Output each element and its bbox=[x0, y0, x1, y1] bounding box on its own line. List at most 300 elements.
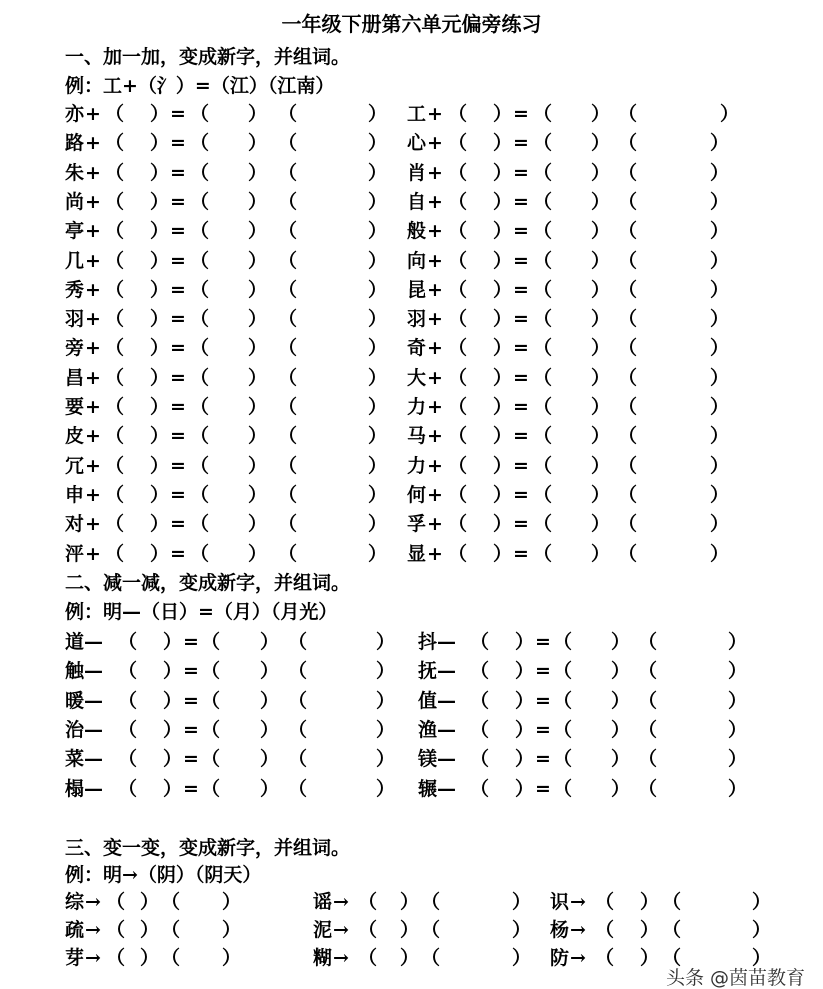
add-right-char: 力 bbox=[407, 454, 427, 477]
section1-heading: 一、加一加，变成新字，并组词。 bbox=[65, 46, 351, 68]
new-char-open-bracket[interactable]: （ bbox=[358, 891, 378, 913]
word-open-bracket[interactable]: （ bbox=[288, 777, 308, 800]
word-open-bracket[interactable]: （ bbox=[618, 542, 638, 565]
equals-sign: = bbox=[513, 396, 529, 418]
word-open-bracket[interactable]: （ bbox=[421, 947, 441, 969]
add-right-char: 工 bbox=[407, 103, 427, 125]
arrow-icon: → bbox=[570, 891, 586, 913]
blank-open-bracket[interactable]: （ bbox=[448, 190, 468, 213]
new-char-close-bracket: ） bbox=[260, 631, 280, 653]
add-right-char: 心 bbox=[407, 132, 427, 155]
blank-open-bracket[interactable]: （ bbox=[105, 190, 125, 213]
new-char-open-bracket[interactable]: （ bbox=[190, 483, 210, 506]
new-char-close-bracket: ） bbox=[591, 366, 611, 389]
add-right-char: 向 bbox=[407, 249, 427, 272]
blank-close-bracket: ） bbox=[493, 249, 513, 272]
add-right-char: 昆 bbox=[407, 278, 427, 301]
blank-open-bracket[interactable]: （ bbox=[470, 777, 490, 800]
new-char-open-bracket[interactable]: （ bbox=[358, 919, 378, 941]
blank-open-bracket[interactable]: （ bbox=[105, 132, 125, 155]
new-char-open-bracket[interactable]: （ bbox=[533, 337, 553, 360]
blank-open-bracket[interactable]: （ bbox=[448, 483, 468, 506]
new-char-open-bracket[interactable]: （ bbox=[533, 249, 553, 272]
equals-sign: = bbox=[513, 483, 529, 506]
word-close-bracket: ） bbox=[368, 103, 388, 125]
new-char-close-bracket: ） bbox=[248, 425, 268, 448]
new-char-open-bracket[interactable]: （ bbox=[533, 483, 553, 506]
watermark: 头条 @茵苗教育 bbox=[665, 967, 805, 989]
blank-open-bracket[interactable]: （ bbox=[105, 249, 125, 272]
new-char-open-bracket[interactable]: （ bbox=[201, 718, 221, 741]
word-close-bracket: ） bbox=[376, 777, 396, 800]
word-open-bracket[interactable]: （ bbox=[278, 132, 298, 155]
new-char-open-bracket[interactable]: （ bbox=[190, 249, 210, 272]
new-char-open-bracket[interactable]: （ bbox=[553, 748, 573, 771]
blank-open-bracket[interactable]: （ bbox=[105, 161, 125, 184]
blank-open-bracket[interactable]: （ bbox=[448, 366, 468, 389]
new-char-close-bracket: ） bbox=[591, 278, 611, 301]
equals-sign: = bbox=[183, 689, 199, 712]
blank-open-bracket[interactable]: （ bbox=[448, 103, 468, 125]
add-right-operator: + bbox=[427, 190, 443, 213]
new-char-open-bracket[interactable]: （ bbox=[595, 891, 615, 913]
blank-open-bracket[interactable]: （ bbox=[448, 396, 468, 418]
equals-sign: = bbox=[513, 454, 529, 477]
blank-open-bracket[interactable]: （ bbox=[118, 777, 138, 800]
new-char-close-bracket: ） bbox=[248, 542, 268, 565]
new-char-close-bracket: ） bbox=[611, 777, 631, 800]
blank-open-bracket[interactable]: （ bbox=[105, 483, 125, 506]
word-close-bracket: ） bbox=[710, 132, 730, 155]
equals-sign: = bbox=[513, 366, 529, 389]
blank-open-bracket[interactable]: （ bbox=[105, 396, 125, 418]
blank-open-bracket[interactable]: （ bbox=[105, 337, 125, 360]
blank-close-bracket: ） bbox=[150, 366, 170, 389]
add-right-operator: + bbox=[427, 454, 443, 477]
new-char-close-bracket: ） bbox=[248, 337, 268, 360]
word-open-bracket[interactable]: （ bbox=[618, 103, 638, 125]
blank-close-bracket: ） bbox=[493, 220, 513, 243]
word-open-bracket[interactable]: （ bbox=[278, 308, 298, 331]
word-open-bracket[interactable]: （ bbox=[638, 631, 658, 653]
blank-open-bracket[interactable]: （ bbox=[448, 308, 468, 331]
new-char-open-bracket[interactable]: （ bbox=[190, 337, 210, 360]
new-char-open-bracket[interactable]: （ bbox=[190, 161, 210, 184]
blank-open-bracket[interactable]: （ bbox=[448, 132, 468, 155]
add-right-char: 羽 bbox=[407, 308, 427, 331]
add-right-operator: + bbox=[427, 161, 443, 184]
new-char-close-bracket: ） bbox=[591, 454, 611, 477]
blank-close-bracket: ） bbox=[150, 483, 170, 506]
word-close-bracket: ） bbox=[728, 660, 748, 683]
equals-sign: = bbox=[513, 161, 529, 184]
blank-open-bracket[interactable]: （ bbox=[105, 103, 125, 125]
word-open-bracket[interactable]: （ bbox=[278, 454, 298, 477]
sub-left-char: 治 bbox=[65, 718, 85, 741]
blank-open-bracket[interactable]: （ bbox=[470, 748, 490, 771]
blank-open-bracket[interactable]: （ bbox=[118, 631, 138, 653]
word-close-bracket: ） bbox=[368, 220, 388, 243]
blank-open-bracket[interactable]: （ bbox=[470, 631, 490, 653]
equals-sign: = bbox=[513, 542, 529, 565]
change-char: 综 bbox=[65, 891, 85, 913]
section3-example: 例：明→（阴）（阴天） bbox=[65, 864, 262, 886]
word-close-bracket: ） bbox=[710, 220, 730, 243]
blank-open-bracket[interactable]: （ bbox=[105, 425, 125, 448]
sub-right-char: 值 bbox=[418, 689, 438, 712]
new-char-open-bracket[interactable]: （ bbox=[533, 454, 553, 477]
word-open-bracket[interactable]: （ bbox=[278, 513, 298, 536]
blank-open-bracket[interactable]: （ bbox=[448, 454, 468, 477]
word-close-bracket: ） bbox=[368, 454, 388, 477]
new-char-open-bracket[interactable]: （ bbox=[533, 278, 553, 301]
word-open-bracket[interactable]: （ bbox=[638, 718, 658, 741]
new-char-close-bracket: ） bbox=[248, 513, 268, 536]
word-open-bracket[interactable]: （ bbox=[278, 103, 298, 125]
word-open-bracket[interactable]: （ bbox=[278, 483, 298, 506]
equals-sign: = bbox=[183, 748, 199, 771]
new-char-open-bracket[interactable]: （ bbox=[106, 947, 126, 969]
equals-sign: = bbox=[170, 132, 186, 155]
word-open-bracket[interactable]: （ bbox=[618, 249, 638, 272]
sub-left-operator: — bbox=[84, 748, 103, 771]
word-open-bracket[interactable]: （ bbox=[618, 161, 638, 184]
word-close-bracket: ） bbox=[376, 631, 396, 653]
word-close-bracket: ） bbox=[376, 660, 396, 683]
blank-open-bracket[interactable]: （ bbox=[470, 718, 490, 741]
blank-close-bracket: ） bbox=[493, 103, 513, 125]
equals-sign: = bbox=[535, 689, 551, 712]
new-char-open-bracket[interactable]: （ bbox=[190, 454, 210, 477]
sub-left-operator: — bbox=[84, 777, 103, 800]
word-open-bracket[interactable]: （ bbox=[288, 748, 308, 771]
blank-open-bracket[interactable]: （ bbox=[448, 278, 468, 301]
add-left-char: 冗 bbox=[65, 454, 85, 477]
blank-close-bracket: ） bbox=[493, 308, 513, 331]
add-right-char: 马 bbox=[407, 425, 427, 448]
equals-sign: = bbox=[170, 308, 186, 331]
word-open-bracket[interactable]: （ bbox=[278, 425, 298, 448]
add-right-operator: + bbox=[427, 103, 443, 125]
new-char-open-bracket[interactable]: （ bbox=[553, 689, 573, 712]
new-char-open-bracket[interactable]: （ bbox=[533, 513, 553, 536]
add-left-operator: + bbox=[85, 278, 101, 301]
word-close-bracket: ） bbox=[368, 513, 388, 536]
sub-left-operator: — bbox=[84, 631, 103, 653]
sub-right-char: 抖 bbox=[418, 631, 438, 653]
blank-open-bracket[interactable]: （ bbox=[118, 689, 138, 712]
blank-close-bracket: ） bbox=[163, 777, 183, 800]
blank-close-bracket: ） bbox=[150, 220, 170, 243]
add-left-char: 旁 bbox=[65, 337, 85, 360]
new-char-open-bracket[interactable]: （ bbox=[190, 132, 210, 155]
new-char-open-bracket[interactable]: （ bbox=[595, 919, 615, 941]
word-open-bracket[interactable]: （ bbox=[161, 891, 181, 913]
word-open-bracket[interactable]: （ bbox=[421, 891, 441, 913]
new-char-open-bracket[interactable]: （ bbox=[190, 425, 210, 448]
new-char-open-bracket[interactable]: （ bbox=[190, 278, 210, 301]
blank-open-bracket[interactable]: （ bbox=[105, 513, 125, 536]
sub-right-char: 辗 bbox=[418, 777, 438, 800]
word-open-bracket[interactable]: （ bbox=[161, 947, 181, 969]
word-open-bracket[interactable]: （ bbox=[618, 425, 638, 448]
blank-open-bracket[interactable]: （ bbox=[448, 513, 468, 536]
word-open-bracket[interactable]: （ bbox=[288, 631, 308, 653]
equals-sign: = bbox=[535, 777, 551, 800]
blank-open-bracket[interactable]: （ bbox=[448, 337, 468, 360]
word-close-bracket: ） bbox=[376, 718, 396, 741]
word-close-bracket: ） bbox=[512, 947, 532, 969]
blank-open-bracket[interactable]: （ bbox=[470, 660, 490, 683]
equals-sign: = bbox=[535, 718, 551, 741]
add-right-char: 孚 bbox=[407, 513, 427, 536]
new-char-open-bracket[interactable]: （ bbox=[553, 660, 573, 683]
add-right-char: 何 bbox=[407, 483, 427, 506]
word-open-bracket[interactable]: （ bbox=[618, 132, 638, 155]
new-char-open-bracket[interactable]: （ bbox=[106, 891, 126, 913]
new-char-open-bracket[interactable]: （ bbox=[553, 631, 573, 653]
new-char-open-bracket[interactable]: （ bbox=[533, 132, 553, 155]
word-open-bracket[interactable]: （ bbox=[618, 513, 638, 536]
blank-open-bracket[interactable]: （ bbox=[105, 542, 125, 565]
blank-close-bracket: ） bbox=[515, 718, 535, 741]
sub-right-char: 抚 bbox=[418, 660, 438, 683]
equals-sign: = bbox=[513, 220, 529, 243]
blank-close-bracket: ） bbox=[515, 660, 535, 683]
blank-close-bracket: ） bbox=[150, 337, 170, 360]
blank-open-bracket[interactable]: （ bbox=[105, 454, 125, 477]
add-right-operator: + bbox=[427, 425, 443, 448]
word-open-bracket[interactable]: （ bbox=[278, 278, 298, 301]
sub-left-char: 菜 bbox=[65, 748, 85, 771]
section1-example: 例：工+（氵）=（江）（江南） bbox=[65, 75, 335, 97]
new-char-open-bracket[interactable]: （ bbox=[190, 542, 210, 565]
add-left-operator: + bbox=[85, 220, 101, 243]
new-char-close-bracket: ） bbox=[400, 947, 420, 969]
blank-close-bracket: ） bbox=[150, 249, 170, 272]
equals-sign: = bbox=[170, 161, 186, 184]
equals-sign: = bbox=[513, 337, 529, 360]
blank-open-bracket[interactable]: （ bbox=[470, 689, 490, 712]
equals-sign: = bbox=[170, 513, 186, 536]
word-close-bracket: ） bbox=[376, 689, 396, 712]
new-char-open-bracket[interactable]: （ bbox=[358, 947, 378, 969]
word-open-bracket[interactable]: （ bbox=[638, 777, 658, 800]
new-char-close-bracket: ） bbox=[248, 366, 268, 389]
new-char-close-bracket: ） bbox=[260, 718, 280, 741]
new-char-open-bracket[interactable]: （ bbox=[533, 103, 553, 125]
word-open-bracket[interactable]: （ bbox=[618, 454, 638, 477]
new-char-close-bracket: ） bbox=[140, 891, 160, 913]
new-char-open-bracket[interactable]: （ bbox=[533, 425, 553, 448]
word-open-bracket[interactable]: （ bbox=[618, 483, 638, 506]
new-char-open-bracket[interactable]: （ bbox=[201, 631, 221, 653]
equals-sign: = bbox=[513, 425, 529, 448]
blank-open-bracket[interactable]: （ bbox=[448, 220, 468, 243]
blank-open-bracket[interactable]: （ bbox=[118, 718, 138, 741]
blank-close-bracket: ） bbox=[493, 425, 513, 448]
new-char-open-bracket[interactable]: （ bbox=[595, 947, 615, 969]
add-left-char: 路 bbox=[65, 132, 85, 155]
new-char-close-bracket: ） bbox=[591, 513, 611, 536]
add-left-operator: + bbox=[85, 542, 101, 565]
word-open-bracket[interactable]: （ bbox=[288, 660, 308, 683]
sub-right-operator: — bbox=[437, 631, 456, 653]
blank-close-bracket: ） bbox=[163, 718, 183, 741]
new-char-open-bracket[interactable]: （ bbox=[106, 919, 126, 941]
new-char-open-bracket[interactable]: （ bbox=[190, 190, 210, 213]
new-char-open-bracket[interactable]: （ bbox=[533, 542, 553, 565]
arrow-icon: → bbox=[85, 919, 101, 941]
new-char-close-bracket: ） bbox=[248, 308, 268, 331]
word-close-bracket: ） bbox=[368, 249, 388, 272]
word-close-bracket: ） bbox=[728, 689, 748, 712]
blank-open-bracket[interactable]: （ bbox=[448, 542, 468, 565]
new-char-open-bracket[interactable]: （ bbox=[190, 220, 210, 243]
new-char-open-bracket[interactable]: （ bbox=[553, 777, 573, 800]
blank-open-bracket[interactable]: （ bbox=[105, 278, 125, 301]
new-char-open-bracket[interactable]: （ bbox=[190, 308, 210, 331]
blank-close-bracket: ） bbox=[493, 396, 513, 418]
new-char-open-bracket[interactable]: （ bbox=[201, 689, 221, 712]
new-char-close-bracket: ） bbox=[400, 919, 420, 941]
word-open-bracket[interactable]: （ bbox=[618, 366, 638, 389]
new-char-open-bracket[interactable]: （ bbox=[201, 660, 221, 683]
new-char-open-bracket[interactable]: （ bbox=[533, 161, 553, 184]
add-right-operator: + bbox=[427, 132, 443, 155]
add-left-char: 皮 bbox=[65, 425, 85, 448]
word-open-bracket[interactable]: （ bbox=[662, 919, 682, 941]
new-char-open-bracket[interactable]: （ bbox=[533, 190, 553, 213]
new-char-open-bracket[interactable]: （ bbox=[190, 366, 210, 389]
blank-open-bracket[interactable]: （ bbox=[105, 220, 125, 243]
word-open-bracket[interactable]: （ bbox=[638, 689, 658, 712]
word-open-bracket[interactable]: （ bbox=[618, 337, 638, 360]
blank-close-bracket: ） bbox=[515, 689, 535, 712]
word-open-bracket[interactable]: （ bbox=[288, 718, 308, 741]
sub-left-operator: — bbox=[84, 718, 103, 741]
word-open-bracket[interactable]: （ bbox=[421, 919, 441, 941]
change-char: 识 bbox=[550, 891, 570, 913]
change-char: 疏 bbox=[65, 919, 85, 941]
blank-open-bracket[interactable]: （ bbox=[105, 366, 125, 389]
arrow-icon: → bbox=[570, 947, 586, 969]
equals-sign: = bbox=[535, 748, 551, 771]
word-close-bracket: ） bbox=[710, 308, 730, 331]
sub-left-operator: — bbox=[84, 689, 103, 712]
word-open-bracket[interactable]: （ bbox=[161, 919, 181, 941]
equals-sign: = bbox=[170, 337, 186, 360]
sub-left-char: 榻 bbox=[65, 777, 85, 800]
word-open-bracket[interactable]: （ bbox=[278, 542, 298, 565]
new-char-open-bracket[interactable]: （ bbox=[553, 718, 573, 741]
new-char-close-bracket: ） bbox=[591, 161, 611, 184]
arrow-icon: → bbox=[333, 891, 349, 913]
blank-close-bracket: ） bbox=[493, 483, 513, 506]
equals-sign: = bbox=[513, 132, 529, 155]
new-char-close-bracket: ） bbox=[248, 396, 268, 418]
equals-sign: = bbox=[170, 425, 186, 448]
section3-heading: 三、变一变，变成新字，并组词。 bbox=[65, 837, 351, 859]
word-open-bracket[interactable]: （ bbox=[278, 161, 298, 184]
word-open-bracket[interactable]: （ bbox=[278, 337, 298, 360]
word-open-bracket[interactable]: （ bbox=[638, 748, 658, 771]
word-open-bracket[interactable]: （ bbox=[618, 190, 638, 213]
equals-sign: = bbox=[513, 190, 529, 213]
word-close-bracket: ） bbox=[710, 249, 730, 272]
word-open-bracket[interactable]: （ bbox=[278, 366, 298, 389]
word-open-bracket[interactable]: （ bbox=[278, 249, 298, 272]
word-open-bracket[interactable]: （ bbox=[278, 220, 298, 243]
word-open-bracket[interactable]: （ bbox=[288, 689, 308, 712]
add-left-char: 昌 bbox=[65, 366, 85, 389]
word-close-bracket: ） bbox=[710, 542, 730, 565]
blank-open-bracket[interactable]: （ bbox=[118, 748, 138, 771]
new-char-open-bracket[interactable]: （ bbox=[533, 396, 553, 418]
equals-sign: = bbox=[183, 777, 199, 800]
blank-open-bracket[interactable]: （ bbox=[118, 660, 138, 683]
word-close-bracket: ） bbox=[710, 278, 730, 301]
new-char-close-bracket: ） bbox=[611, 718, 631, 741]
blank-open-bracket[interactable]: （ bbox=[448, 161, 468, 184]
add-left-operator: + bbox=[85, 396, 101, 418]
word-open-bracket[interactable]: （ bbox=[278, 190, 298, 213]
new-char-close-bracket: ） bbox=[591, 483, 611, 506]
new-char-open-bracket[interactable]: （ bbox=[201, 748, 221, 771]
add-left-char: 申 bbox=[65, 483, 85, 506]
word-open-bracket[interactable]: （ bbox=[638, 660, 658, 683]
new-char-open-bracket[interactable]: （ bbox=[533, 220, 553, 243]
blank-close-bracket: ） bbox=[493, 337, 513, 360]
word-open-bracket[interactable]: （ bbox=[618, 220, 638, 243]
blank-open-bracket[interactable]: （ bbox=[105, 308, 125, 331]
word-close-bracket: ） bbox=[752, 891, 772, 913]
blank-close-bracket: ） bbox=[150, 103, 170, 125]
word-open-bracket[interactable]: （ bbox=[618, 278, 638, 301]
word-open-bracket[interactable]: （ bbox=[662, 947, 682, 969]
word-close-bracket: ） bbox=[512, 919, 532, 941]
blank-close-bracket: ） bbox=[150, 396, 170, 418]
change-char: 芽 bbox=[65, 947, 85, 969]
new-char-close-bracket: ） bbox=[260, 748, 280, 771]
equals-sign: = bbox=[170, 249, 186, 272]
new-char-open-bracket[interactable]: （ bbox=[190, 396, 210, 418]
word-open-bracket[interactable]: （ bbox=[278, 396, 298, 418]
word-open-bracket[interactable]: （ bbox=[618, 396, 638, 418]
word-open-bracket[interactable]: （ bbox=[662, 891, 682, 913]
new-char-open-bracket[interactable]: （ bbox=[190, 103, 210, 125]
word-open-bracket[interactable]: （ bbox=[618, 308, 638, 331]
new-char-close-bracket: ） bbox=[611, 631, 631, 653]
add-left-operator: + bbox=[85, 366, 101, 389]
new-char-open-bracket[interactable]: （ bbox=[533, 308, 553, 331]
new-char-open-bracket[interactable]: （ bbox=[201, 777, 221, 800]
arrow-icon: → bbox=[85, 891, 101, 913]
word-close-bracket: ） bbox=[368, 366, 388, 389]
add-left-operator: + bbox=[85, 425, 101, 448]
new-char-open-bracket[interactable]: （ bbox=[190, 513, 210, 536]
new-char-close-bracket: ） bbox=[591, 132, 611, 155]
add-right-operator: + bbox=[427, 308, 443, 331]
new-char-open-bracket[interactable]: （ bbox=[533, 366, 553, 389]
new-char-close-bracket: ） bbox=[591, 220, 611, 243]
add-left-char: 亦 bbox=[65, 103, 85, 125]
blank-open-bracket[interactable]: （ bbox=[448, 425, 468, 448]
blank-open-bracket[interactable]: （ bbox=[448, 249, 468, 272]
new-char-close-bracket: ） bbox=[248, 132, 268, 155]
add-left-operator: + bbox=[85, 483, 101, 506]
add-left-operator: + bbox=[85, 190, 101, 213]
